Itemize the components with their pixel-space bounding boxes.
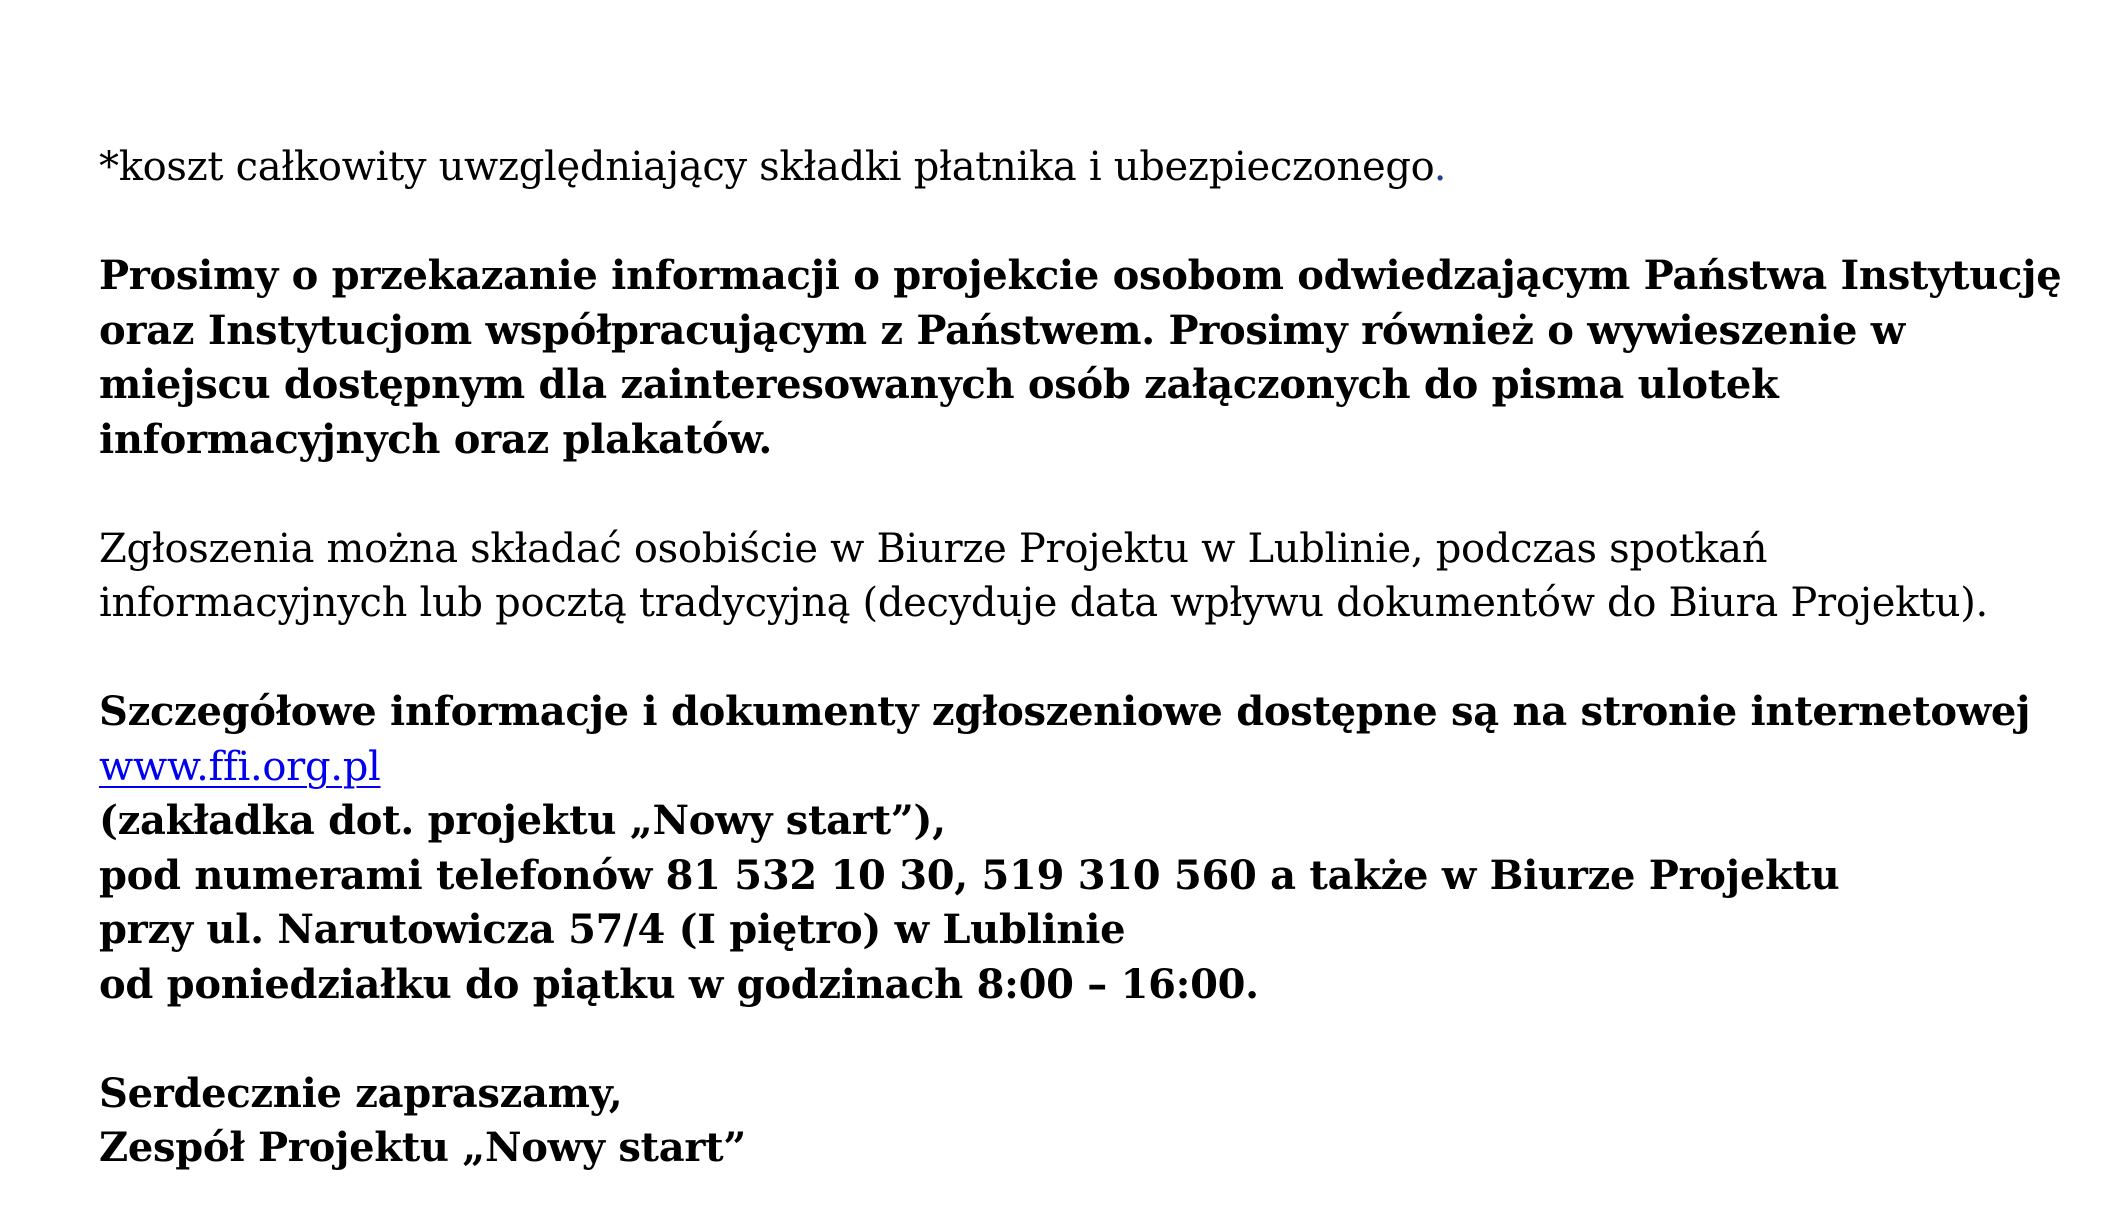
paragraph-gap: [99, 631, 2059, 686]
request-line: oraz Instytucjom współpracującym z Państwem. Prosimy również o wywieszenie w: [99, 306, 1905, 354]
paragraph-gap: [99, 467, 2059, 522]
details-paragraph: [99, 685, 2059, 1012]
document-page: [99, 140, 2062, 1176]
details-address: przy ul. Narutowicza 57/4 (I piętro) w Lublinie: [99, 906, 1126, 953]
submission-line: Zgłoszenia można składać osobiście w Biurze Projektu w Lublinie, podczas spotkań: [99, 525, 1768, 572]
details-intro: Szczegółowe informacje i dokumenty zgłoszeniowe dostępne są na stronie internetowej: [99, 688, 2031, 735]
closing: [99, 1067, 2059, 1176]
paragraph-gap: [99, 1012, 2059, 1067]
details-hours: od poniedziałku do piątku w godzinach 8:00 – 16:00.: [99, 960, 1259, 1008]
footnote-text: *koszt całkowity uwzględniający składki płatnika i ubezpieczonego: [99, 144, 1434, 190]
closing-signature: Zespół Projektu „Nowy start”: [99, 1124, 747, 1171]
request-line: miejscu dostępnym dla zainteresowanych osób załączonych do pisma ulotek: [99, 361, 1779, 408]
details-phones: pod numerami telefonów 81 532 10 30, 519 310 560 a także w Biurze Projektu: [99, 851, 1840, 899]
closing-greeting: Serdecznie zapraszamy,: [99, 1069, 623, 1117]
details-tab-note: (zakładka dot. projektu „Nowy start”),: [99, 797, 946, 844]
request-line: informacyjnych oraz plakatów.: [99, 415, 773, 463]
paragraph-gap: [99, 195, 2059, 250]
request-paragraph: [99, 249, 2062, 467]
footnote-period: .: [1433, 144, 1447, 190]
request-line: Prosimy o przekazanie informacji o projekcie osobom odwiedzającym Państwa Instytucję: [99, 252, 2062, 299]
footnote: [99, 140, 2059, 195]
submission-paragraph: [99, 522, 2059, 631]
website-link[interactable]: www.ffi.org.pl: [99, 743, 381, 790]
submission-line: informacyjnych lub pocztą tradycyjną (decyduje data wpływu dokumentów do Biura Projektu).: [99, 580, 1988, 626]
